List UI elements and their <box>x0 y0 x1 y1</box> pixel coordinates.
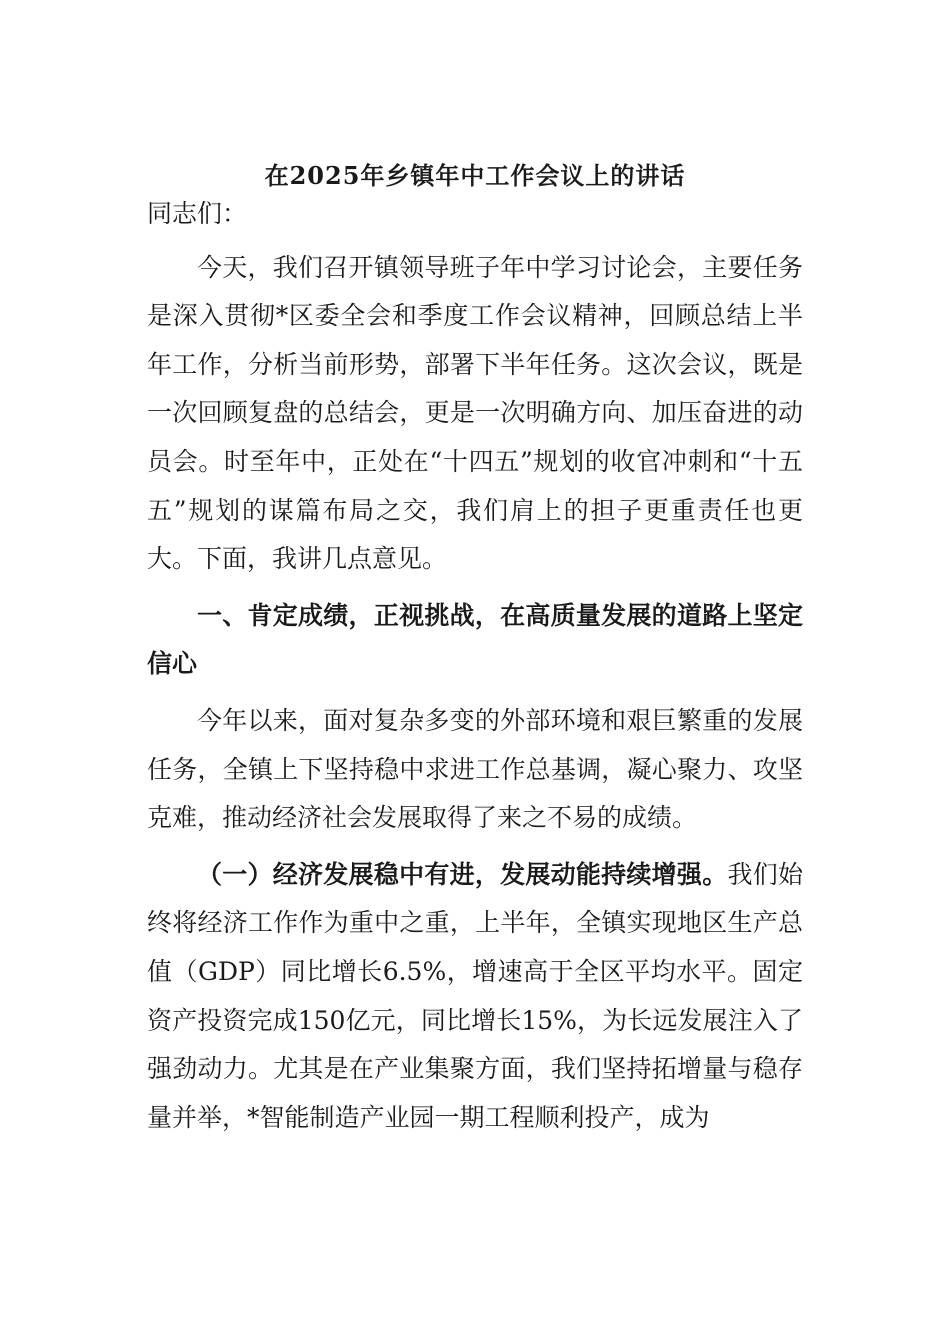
salutation: 同志们： <box>147 199 248 228</box>
document-body <box>147 190 803 1142</box>
section-paragraph-1: 今年以来，面对复杂多变的外部环境和艰巨繁重的发展任务，全镇上下坚持稳中求进工作总基调，凝心聚力、攻坚克难，推动经济社会发展取得了来之不易的成绩。 <box>147 705 803 833</box>
subsection-heading-1: （一）经济发展稳中有进，发展动能持续增强。 <box>197 859 728 889</box>
subsection-text-1: 我们始终将经济工作作为重中之重，上半年，全镇实现地区生产总值（GDP）同比增长6.5%，增速高于全区平均水平。固定资产投资完成150亿元，同比增长15%，为长远发展注入了强劲动力。尤其是在产业集聚方面，我们坚持拓增量与稳存量并举，*智能制造产业园一期工程顺利投产，成为 <box>147 859 803 1132</box>
document-title: 在2025年乡镇年中工作会议上的讲话 <box>264 161 686 190</box>
section-heading-1: 一、肯定成绩，正视挑战，在高质量发展的道路上坚定信心 <box>147 600 803 679</box>
intro-paragraph: 今天，我们召开镇领导班子年中学习讨论会，主要任务是深入贯彻*区委全会和季度工作会议精神，回顾总结上半年工作，分析当前形势，部署下半年任务。这次会议，既是一次回顾复盘的总结会，更是一次明确方向、加压奋进的动员会。时至年中，正处在“十四五”规划的收官冲刺和“十五五”规划的谋篇布局之交，我们肩上的担子更重责任也更大。下面，我讲几点意见。 <box>147 252 803 574</box>
subsection-paragraph-1 <box>147 851 803 1143</box>
